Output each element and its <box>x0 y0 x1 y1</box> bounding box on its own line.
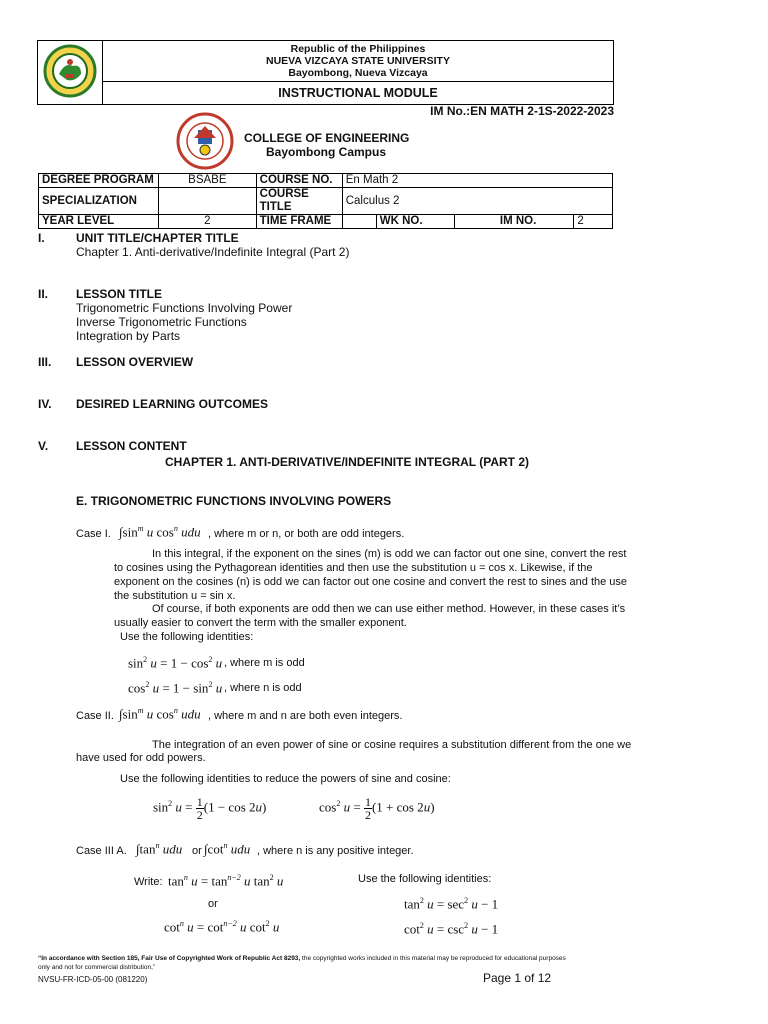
section-4-title: DESIRED LEARNING OUTCOMES <box>76 397 269 411</box>
case-1-label: Case I. <box>76 528 111 540</box>
write-label: Write: <box>134 876 163 888</box>
im-number: IM No.:EN MATH 2-1S-2022-2023 <box>430 104 614 118</box>
identity-sin-squared: $\sin^2 u = 1 - \cos^2 u$ <box>128 655 223 671</box>
university-seal-logo <box>43 44 97 98</box>
cot-squared-identity: $\cot^2 u = \csc^2 u - 1$ <box>404 921 499 937</box>
header-title-cell <box>103 41 614 82</box>
specialization-value <box>159 188 257 215</box>
section-5-title: LESSON CONTENT <box>76 439 187 453</box>
or-label: or <box>208 898 218 910</box>
table-row <box>39 188 613 215</box>
case-2-condition: , where m and n are both even integers. <box>208 710 403 722</box>
header-box <box>37 40 614 105</box>
identity-cos-squared: $\cos^2 u = 1 - \sin^2 u$ <box>128 680 223 696</box>
paragraph-line: to cosines using the Pythagorean identities and then use the substitution u = cos x. Likewise, if the <box>114 562 593 574</box>
half-angle-cos-identity: $\cos^2 u$ = $\frac{1}{2}$ (1 + cos 2u) <box>319 795 435 822</box>
time-frame-label: TIME FRAME <box>256 215 342 229</box>
section-1-title: UNIT TITLE/CHAPTER TITLE <box>76 231 239 245</box>
module-title: INSTRUCTIONAL MODULE <box>103 82 614 105</box>
year-level-value: 2 <box>159 215 257 229</box>
copyright-notice <box>38 954 618 972</box>
lesson-title-item: Trigonometric Functions Involving Power <box>76 301 293 315</box>
section-1-number: I. <box>38 231 45 245</box>
case-3a-cot-integral: $\int\cot^n$ udu <box>204 841 251 857</box>
course-info-table <box>38 173 613 229</box>
page-number: Page 1 of 12 <box>483 971 552 985</box>
form-code: NVSU-FR-ICD-05-00 (081220) <box>38 975 148 984</box>
cot-power-rewrite: $\cot^n u = \cot^{n-2} u$ $\cot^2 u$ <box>164 919 280 935</box>
campus-name: Bayombong Campus <box>266 145 387 159</box>
case-3a-label: Case III A. <box>76 845 127 857</box>
course-title-value: Calculus 2 <box>342 188 612 215</box>
identities-intro: Use the following identities: <box>358 873 492 885</box>
tan-squared-identity: $\tan^2 u = \sec^2 u - 1$ <box>404 896 499 912</box>
chapter-heading: CHAPTER 1. ANTI-DERIVATIVE/INDEFINITE INTEGRAL (PART 2) <box>165 455 530 469</box>
identity-note: , where n is odd <box>224 682 302 694</box>
paragraph-line: usually easier to convert the term with the smaller exponent. <box>114 617 407 629</box>
course-no-value: En Math 2 <box>342 174 612 188</box>
paragraph-line: Use the following identities to reduce the powers of sine and cosine: <box>120 773 451 785</box>
paragraph-line: the substitution u = sin x. <box>114 590 236 602</box>
half-angle-sin-identity: $\sin^2 u$ = $\frac{1}{2}$ (1 − cos 2u) <box>153 795 267 822</box>
im-no-value: 2 <box>574 215 613 229</box>
college-seal-logo <box>176 112 234 170</box>
copyright-notice-rest: the copyrighted works included in this material may be reproduced for educational purposes <box>300 955 566 962</box>
section-3-title: LESSON OVERVIEW <box>76 355 194 369</box>
logo-cell <box>38 41 103 105</box>
section-4-number: IV. <box>38 397 52 411</box>
course-no-label: COURSE NO. <box>256 174 342 188</box>
section-3-number: III. <box>38 355 52 369</box>
case-3a-tan-integral: $\int\tan^n$ udu <box>136 841 183 857</box>
paragraph-line: In this integral, if the exponent on the sines (m) is odd we can factor out one sine, convert the rest <box>152 548 627 560</box>
paragraph-line: Of course, if both exponents are odd then we can use either method. However, in these cases it’s <box>152 603 626 615</box>
im-no-label: IM NO. <box>454 215 573 229</box>
subsection-e-title: E. TRIGONOMETRIC FUNCTIONS INVOLVING POWERS <box>76 494 392 508</box>
degree-program-value: BSABE <box>159 174 257 188</box>
case-2-label: Case II. <box>76 710 114 722</box>
wk-no-label: WK NO. <box>376 215 454 229</box>
section-1-body: Chapter 1. Anti-derivative/Indefinite Integral (Part 2) <box>76 245 350 259</box>
course-title-label: COURSE TITLE <box>256 188 342 215</box>
lesson-title-item: Integration by Parts <box>76 329 181 343</box>
degree-program-label: DEGREE PROGRAM <box>39 174 159 188</box>
section-2-title: LESSON TITLE <box>76 287 163 301</box>
paragraph-line: The integration of an even power of sine or cosine requires a substitution different from the one we <box>152 739 632 751</box>
or-label: or <box>192 845 202 857</box>
case-3a-condition: , where n is any positive integer. <box>257 845 414 857</box>
university-location: Bayombong, Nueva Vizcaya <box>288 67 428 79</box>
case-1-condition: , where m or n, or both are odd integers. <box>208 528 405 540</box>
paragraph-line: exponent on the cosines (n) is odd we can factor out one cosine and convert the rest to sines and the use <box>114 576 628 588</box>
section-2-number: II. <box>38 287 49 301</box>
section-5-number: V. <box>38 439 49 453</box>
paragraph-line: have used for odd powers. <box>76 752 206 764</box>
time-frame-value <box>342 215 376 229</box>
specialization-label: SPECIALIZATION <box>39 188 159 215</box>
table-row <box>39 215 613 229</box>
case-1-integral: $\int\sin^m$ u $\cos^n$ udu <box>119 524 201 540</box>
year-level-label: YEAR LEVEL <box>39 215 159 229</box>
tan-power-rewrite: $\tan^n u = \tan^{n-2} u$ $\tan^2 u$ <box>168 873 284 889</box>
university-name: NUEVA VIZCAYA STATE UNIVERSITY <box>266 55 450 67</box>
case-2-integral: $\int\sin^m$ u $\cos^n$ udu <box>119 706 201 722</box>
identity-note: , where m is odd <box>224 657 305 669</box>
copyright-notice-line2: only and not for commercial distribution,” <box>38 964 156 971</box>
college-name: COLLEGE OF ENGINEERING <box>244 131 410 145</box>
republic-line: Republic of the Philippines <box>290 43 426 55</box>
table-row <box>39 174 613 188</box>
lesson-title-item: Inverse Trigonometric Functions <box>76 315 247 329</box>
copyright-notice-bold: “In accordance with Section 185, Fair Use of Copyrighted Work of Republic Act 8293, <box>38 955 301 962</box>
identities-intro: Use the following identities: <box>120 631 254 643</box>
